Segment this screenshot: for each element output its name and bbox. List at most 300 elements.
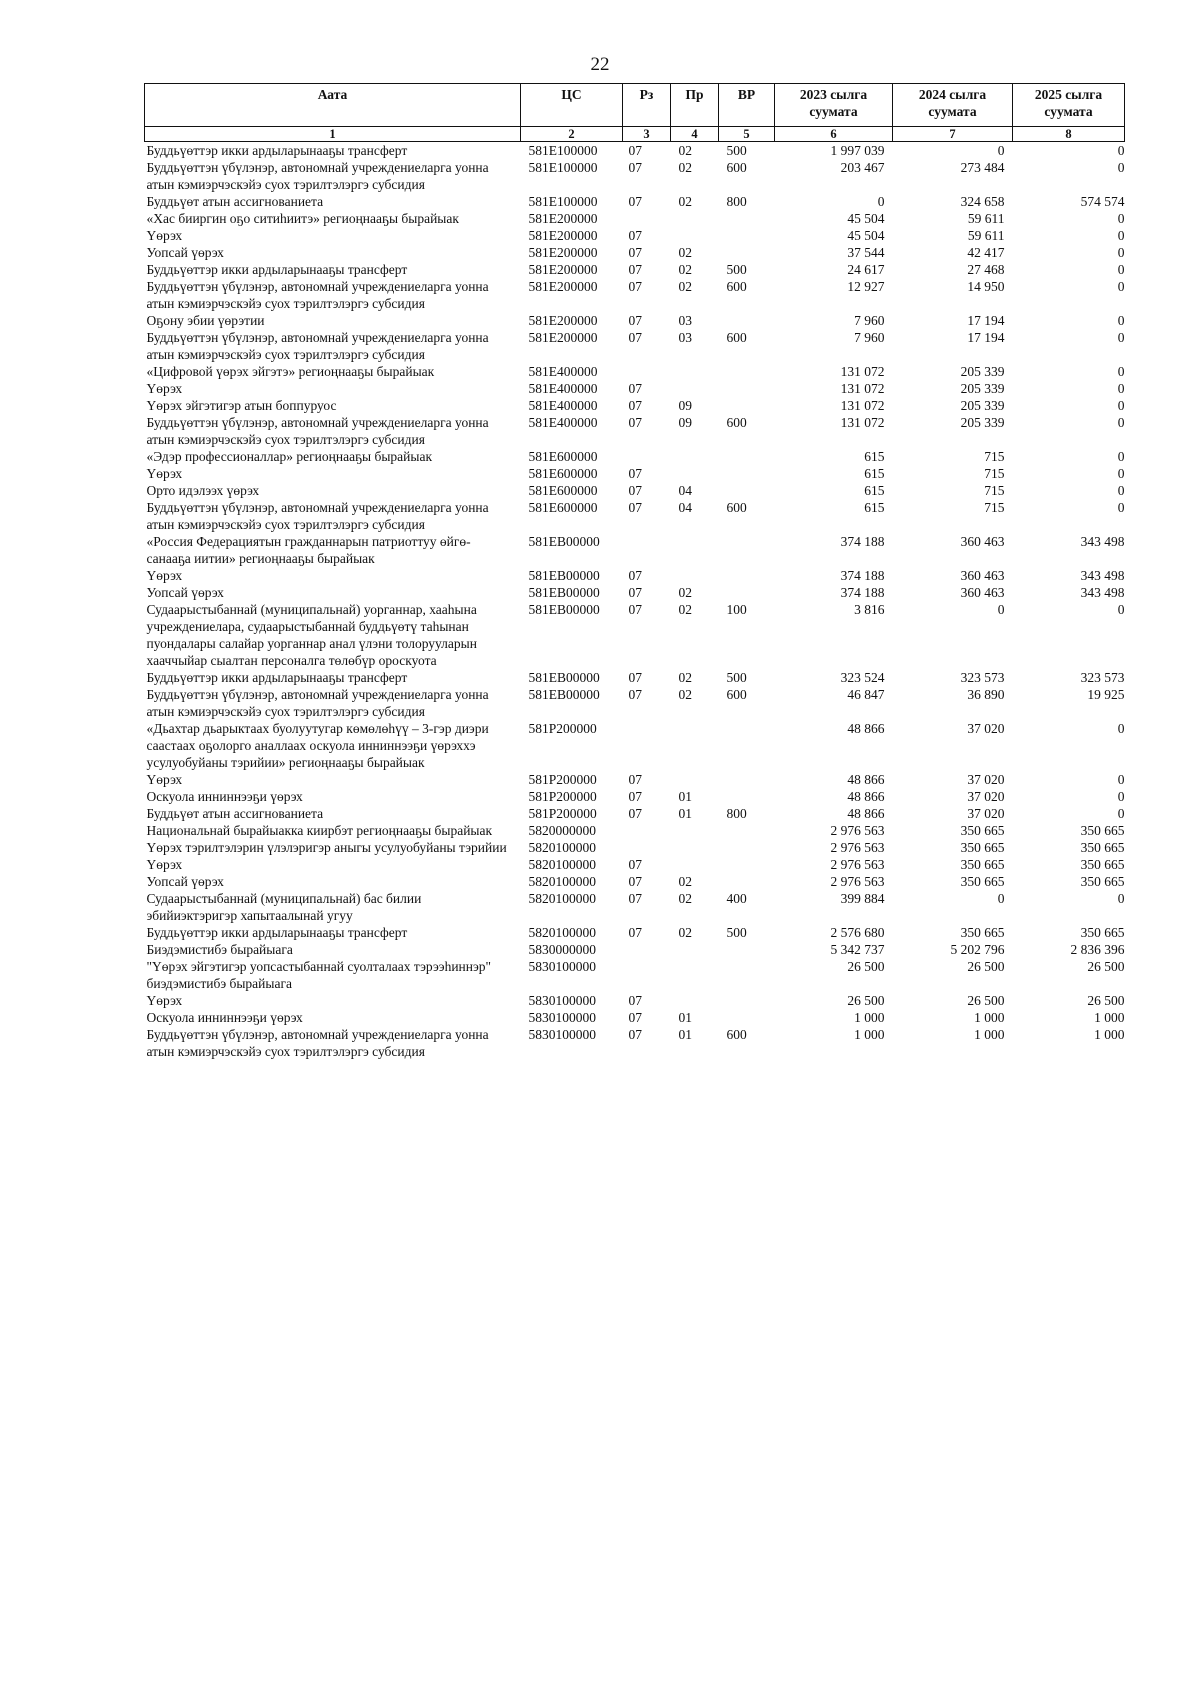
column-number: 5: [719, 127, 775, 142]
table-row: [145, 380, 1125, 397]
row-pr-code: 01: [678, 1010, 692, 1025]
row-amount-2023: 615: [864, 449, 885, 464]
table-body: [145, 142, 1125, 1061]
row-amount-2025: 323 573: [1080, 670, 1125, 685]
row-amount-2024: 205 339: [960, 415, 1005, 430]
row-amount-2023: 26 500: [847, 993, 885, 1008]
table-row: [145, 686, 1125, 720]
row-pr-code: [671, 839, 719, 856]
row-amount-2024: 360 463: [960, 585, 1005, 600]
row-name: Судаарыстыбаннай (муниципальнай) уорганнар, хааһына учреждениелара, судаарыстыбаннай буддьүөтү таһынан пуондалары салайар уорганнар анал үлэни толорууларын хааччыйар сыалтан персоналга төлөбүр ороскуота: [146, 602, 477, 668]
row-amount-2023: 2 976 563: [830, 874, 885, 889]
row-amount-2023: 5 342 737: [830, 942, 885, 957]
row-vr-code: [719, 771, 775, 788]
header-cs: ЦС: [521, 84, 623, 127]
row-pr-code: [671, 941, 719, 958]
row-name: Буддьүөттэн үбүлэнэр, автономнай учреждениеларга уонна атын кэмиэрчэскэйэ суох тэрилтэлэргэ субсидия: [146, 1027, 489, 1059]
row-pr-code: [671, 227, 719, 244]
budget-table: [144, 83, 1125, 1060]
row-name: Үөрэх: [146, 568, 183, 583]
row-amount-2024: 59 611: [967, 211, 1005, 226]
row-amount-2024: 0: [997, 143, 1005, 158]
row-pr-code: 02: [678, 891, 692, 906]
row-amount-2025: 0: [1117, 364, 1125, 379]
row-name: Буддьүөт атын ассигнованиета: [146, 806, 324, 821]
row-amount-2023: 203 467: [840, 160, 885, 175]
row-amount-2024: 715: [984, 483, 1005, 498]
row-rz-code: 07: [628, 1027, 642, 1042]
row-amount-2023: 323 524: [840, 670, 885, 685]
row-vr-code: 400: [726, 891, 747, 906]
row-amount-2023: 48 866: [847, 772, 885, 787]
row-rz-code: 07: [628, 262, 642, 277]
row-vr-code: 500: [726, 262, 747, 277]
table-row: [145, 397, 1125, 414]
row-name: Буддьүөттэн үбүлэнэр, автономнай учреждениеларга уонна атын кэмиэрчэскэйэ суох тэрилтэлэргэ субсидия: [146, 500, 489, 532]
row-cs-code: 5830100000: [528, 993, 596, 1008]
row-cs-code: 5820000000: [528, 823, 596, 838]
row-rz-code: 07: [628, 687, 642, 702]
row-vr-code: 600: [726, 279, 747, 294]
row-amount-2025: 0: [1117, 891, 1125, 906]
row-name: «Дьахтар дьарыктаах буолуутугар көмөлөһүү – 3-гэр диэри саастаах оҕолорго аналлаах оскуола инниннээҕи үөрэххэ усулуобуйаны тэрийии» региоңнааҕы бырайыак: [146, 721, 489, 770]
row-name: Буддьүөттэр икки ардыларынааҕы трансферт: [146, 670, 408, 685]
row-pr-code: 02: [678, 925, 692, 940]
row-rz-code: 07: [628, 500, 642, 515]
column-number: 4: [671, 127, 719, 142]
row-amount-2025: 350 665: [1080, 874, 1125, 889]
row-cs-code: 581E200000: [528, 211, 598, 226]
row-rz-code: 07: [628, 857, 642, 872]
row-cs-code: 581P200000: [528, 789, 597, 804]
table-row: [145, 669, 1125, 686]
row-cs-code: 581E100000: [528, 194, 598, 209]
row-rz-code: 07: [628, 398, 642, 413]
row-pr-code: 04: [678, 500, 692, 515]
row-vr-code: [719, 992, 775, 1009]
row-amount-2024: 37 020: [967, 789, 1005, 804]
table-row: [145, 924, 1125, 941]
row-amount-2025: 1 000: [1094, 1010, 1125, 1025]
row-amount-2025: 0: [1117, 466, 1125, 481]
row-amount-2023: 2 976 563: [830, 857, 885, 872]
row-name: Буддьүөттэн үбүлэнэр, автономнай учреждениеларга уонна атын кэмиэрчэскэйэ суох тэрилтэлэргэ субсидия: [146, 160, 489, 192]
table-row: [145, 414, 1125, 448]
table-row: [145, 482, 1125, 499]
table-header: [145, 84, 1125, 142]
row-cs-code: 581E400000: [528, 398, 598, 413]
header-vr: ВР: [719, 84, 775, 127]
row-amount-2023: 37 544: [847, 245, 885, 260]
row-rz-code: 07: [628, 993, 642, 1008]
row-name: Буддьүөттэн үбүлэнэр, автономнай учреждениеларга уонна атын кэмиэрчэскэйэ суох тэрилтэлэргэ субсидия: [146, 279, 489, 311]
row-cs-code: 581E100000: [528, 160, 598, 175]
row-pr-code: 02: [678, 262, 692, 277]
row-amount-2023: 1 000: [854, 1010, 885, 1025]
row-amount-2023: 1 000: [854, 1027, 885, 1042]
table-row: [145, 992, 1125, 1009]
row-vr-code: [719, 210, 775, 227]
row-name: Биэдэмистибэ бырайыага: [146, 942, 293, 957]
table-row: [145, 465, 1125, 482]
row-vr-code: [719, 584, 775, 601]
row-vr-code: [719, 873, 775, 890]
row-pr-code: [671, 992, 719, 1009]
row-name: Үөрэх: [146, 993, 183, 1008]
row-pr-code: 03: [678, 330, 692, 345]
row-vr-code: 600: [726, 160, 747, 175]
row-rz-code: 07: [628, 483, 642, 498]
row-rz-code: 07: [628, 806, 642, 821]
column-number: 7: [893, 127, 1013, 142]
table-row: [145, 210, 1125, 227]
row-amount-2023: 48 866: [847, 789, 885, 804]
row-amount-2023: 45 504: [847, 228, 885, 243]
row-rz-code: [623, 363, 671, 380]
row-cs-code: 5820100000: [528, 925, 596, 940]
row-cs-code: 5820100000: [528, 857, 596, 872]
row-amount-2025: 19 925: [1087, 687, 1125, 702]
table-row: [145, 771, 1125, 788]
row-amount-2025: 0: [1117, 279, 1125, 294]
row-amount-2024: 5 202 796: [950, 942, 1005, 957]
row-rz-code: 07: [628, 891, 642, 906]
row-amount-2024: 715: [984, 466, 1005, 481]
row-amount-2023: 0: [877, 194, 885, 209]
row-amount-2025: 0: [1117, 789, 1125, 804]
row-vr-code: [719, 363, 775, 380]
row-vr-code: [719, 822, 775, 839]
row-amount-2025: 0: [1117, 143, 1125, 158]
row-name: Үөрэх: [146, 381, 183, 396]
row-pr-code: 04: [678, 483, 692, 498]
row-rz-code: 07: [628, 245, 642, 260]
row-vr-code: 500: [726, 143, 747, 158]
row-cs-code: 5830100000: [528, 1027, 596, 1042]
row-amount-2023: 2 576 680: [830, 925, 885, 940]
row-amount-2023: 46 847: [847, 687, 885, 702]
row-amount-2025: 0: [1117, 772, 1125, 787]
row-amount-2023: 1 997 039: [830, 143, 885, 158]
row-amount-2024: 59 611: [967, 228, 1005, 243]
row-cs-code: 581E600000: [528, 483, 598, 498]
row-amount-2023: 2 976 563: [830, 823, 885, 838]
table-row: [145, 142, 1125, 160]
row-cs-code: 581E200000: [528, 228, 598, 243]
row-amount-2025: 0: [1117, 262, 1125, 277]
row-rz-code: [623, 210, 671, 227]
table-row: [145, 958, 1125, 992]
row-vr-code: [719, 465, 775, 482]
row-amount-2023: 374 188: [840, 585, 885, 600]
row-name: Үөрэх: [146, 772, 183, 787]
row-cs-code: 581E200000: [528, 279, 598, 294]
row-amount-2024: 37 020: [967, 772, 1005, 787]
row-rz-code: 07: [628, 874, 642, 889]
row-vr-code: 600: [726, 415, 747, 430]
table-row: [145, 805, 1125, 822]
row-name: «Россия Федерациятын гражданнарын патриоттуу өйгө-санааҕа иитии» региоңнааҕы бырайыак: [146, 534, 471, 566]
row-name: Үөрэх тэрилтэлэрин үлэлэригэр аныгы усулуобуйаны тэрийии: [146, 840, 507, 855]
row-rz-code: 07: [628, 568, 642, 583]
row-amount-2024: 360 463: [960, 568, 1005, 583]
row-vr-code: 600: [726, 500, 747, 515]
row-amount-2024: 42 417: [967, 245, 1005, 260]
row-pr-code: 02: [678, 245, 692, 260]
row-name: Үөрэх эйгэтигэр атын боппуруос: [146, 398, 337, 413]
table-row: [145, 856, 1125, 873]
column-number: 3: [623, 127, 671, 142]
row-pr-code: [671, 448, 719, 465]
row-rz-code: [623, 533, 671, 567]
row-cs-code: 581E200000: [528, 245, 598, 260]
row-vr-code: 100: [726, 602, 747, 617]
header-2025: 2025 сылга суумата: [1013, 84, 1125, 127]
row-cs-code: 581E400000: [528, 381, 598, 396]
row-pr-code: [671, 567, 719, 584]
row-amount-2024: 1 000: [974, 1010, 1005, 1025]
row-amount-2024: 350 665: [960, 925, 1005, 940]
row-pr-code: [671, 465, 719, 482]
row-name: Оскуола инниннээҕи үөрэх: [146, 789, 303, 804]
table-row: [145, 499, 1125, 533]
row-amount-2024: 0: [997, 602, 1005, 617]
row-amount-2025: 0: [1117, 721, 1125, 736]
row-pr-code: 02: [678, 687, 692, 702]
row-amount-2025: 0: [1117, 483, 1125, 498]
row-cs-code: 5830100000: [528, 1010, 596, 1025]
row-vr-code: [719, 244, 775, 261]
row-amount-2024: 36 890: [967, 687, 1005, 702]
row-cs-code: 581E600000: [528, 449, 598, 464]
row-name: Орто идэлээх үөрэх: [146, 483, 260, 498]
row-vr-code: [719, 533, 775, 567]
row-vr-code: 600: [726, 330, 747, 345]
table-row: [145, 584, 1125, 601]
header-2023: 2023 сылга суумата: [775, 84, 893, 127]
row-amount-2025: 2 836 396: [1070, 942, 1125, 957]
row-rz-code: 07: [628, 143, 642, 158]
row-pr-code: [671, 380, 719, 397]
table-row: [145, 261, 1125, 278]
header-2024: 2024 сылга суумата: [893, 84, 1013, 127]
row-cs-code: 5820100000: [528, 874, 596, 889]
row-vr-code: 500: [726, 925, 747, 940]
row-vr-code: 800: [726, 806, 747, 821]
row-rz-code: 07: [628, 194, 642, 209]
row-pr-code: 02: [678, 143, 692, 158]
row-vr-code: [719, 941, 775, 958]
row-cs-code: 581EB00000: [528, 585, 600, 600]
row-vr-code: [719, 856, 775, 873]
row-rz-code: [623, 720, 671, 771]
row-name: Үөрэх: [146, 857, 183, 872]
table-row: [145, 227, 1125, 244]
row-amount-2025: 350 665: [1080, 857, 1125, 872]
row-amount-2024: 27 468: [967, 262, 1005, 277]
row-amount-2024: 26 500: [967, 959, 1005, 974]
table-row: [145, 533, 1125, 567]
row-amount-2024: 0: [997, 891, 1005, 906]
row-amount-2023: 7 960: [854, 330, 885, 345]
row-amount-2025: 350 665: [1080, 823, 1125, 838]
row-amount-2023: 48 866: [847, 721, 885, 736]
row-amount-2024: 360 463: [960, 534, 1005, 549]
row-amount-2023: 3 816: [854, 602, 885, 617]
row-vr-code: [719, 482, 775, 499]
row-cs-code: 581E200000: [528, 262, 598, 277]
column-number: 2: [521, 127, 623, 142]
page-number: 22: [590, 54, 610, 75]
row-amount-2025: 350 665: [1080, 925, 1125, 940]
row-amount-2024: 324 658: [960, 194, 1005, 209]
row-amount-2024: 323 573: [960, 670, 1005, 685]
row-vr-code: [719, 720, 775, 771]
row-amount-2025: 0: [1117, 228, 1125, 243]
row-name: Уопсай үөрэх: [146, 585, 224, 600]
row-amount-2023: 2 976 563: [830, 840, 885, 855]
row-cs-code: 581EB00000: [528, 602, 600, 617]
table-row: [145, 193, 1125, 210]
row-amount-2024: 26 500: [967, 993, 1005, 1008]
row-name: Буддьүөттэр икки ардыларынааҕы трансферт: [146, 262, 408, 277]
row-rz-code: 07: [628, 160, 642, 175]
row-amount-2023: 26 500: [847, 959, 885, 974]
row-amount-2024: 17 194: [967, 313, 1005, 328]
table-row: [145, 1026, 1125, 1060]
table-row: [145, 873, 1125, 890]
row-rz-code: [623, 958, 671, 992]
row-amount-2023: 615: [864, 500, 885, 515]
row-pr-code: 09: [678, 398, 692, 413]
table-row: [145, 448, 1125, 465]
row-vr-code: [719, 839, 775, 856]
row-amount-2024: 205 339: [960, 381, 1005, 396]
row-amount-2025: 0: [1117, 330, 1125, 345]
row-amount-2025: 0: [1117, 398, 1125, 413]
row-amount-2023: 131 072: [840, 415, 885, 430]
row-amount-2024: 1 000: [974, 1027, 1005, 1042]
row-amount-2025: 0: [1117, 160, 1125, 175]
row-rz-code: [623, 822, 671, 839]
row-cs-code: 5830100000: [528, 959, 596, 974]
row-name: Буддьүөт атын ассигнованиета: [146, 194, 324, 209]
table-row: [145, 941, 1125, 958]
row-amount-2025: 0: [1117, 806, 1125, 821]
row-pr-code: 02: [678, 670, 692, 685]
table-row: [145, 822, 1125, 839]
row-amount-2023: 374 188: [840, 534, 885, 549]
row-cs-code: 581EB00000: [528, 670, 600, 685]
row-amount-2024: 715: [984, 449, 1005, 464]
row-pr-code: 02: [678, 160, 692, 175]
row-rz-code: [623, 839, 671, 856]
row-cs-code: 5820100000: [528, 840, 596, 855]
row-name: Буддьүөттэн үбүлэнэр, автономнай учреждениеларга уонна атын кэмиэрчэскэйэ суох тэрилтэлэргэ субсидия: [146, 687, 489, 719]
table-row: [145, 363, 1125, 380]
row-pr-code: 01: [678, 806, 692, 821]
row-pr-code: [671, 771, 719, 788]
row-vr-code: [719, 1009, 775, 1026]
row-vr-code: [719, 788, 775, 805]
row-pr-code: 02: [678, 585, 692, 600]
row-name: Уопсай үөрэх: [146, 245, 224, 260]
row-pr-code: 03: [678, 313, 692, 328]
row-pr-code: [671, 822, 719, 839]
header-name: Аата: [145, 84, 521, 127]
row-rz-code: 07: [628, 925, 642, 940]
table-row: [145, 329, 1125, 363]
row-amount-2025: 0: [1117, 211, 1125, 226]
row-vr-code: [719, 380, 775, 397]
column-number: 1: [145, 127, 521, 142]
row-amount-2025: 0: [1117, 449, 1125, 464]
row-cs-code: 5830000000: [528, 942, 596, 957]
row-name: Оҕону эбии үөрэтии: [146, 313, 265, 328]
row-amount-2025: 0: [1117, 602, 1125, 617]
row-cs-code: 581P200000: [528, 721, 597, 736]
row-cs-code: 5820100000: [528, 891, 596, 906]
column-number: 8: [1013, 127, 1125, 142]
row-pr-code: [671, 958, 719, 992]
row-amount-2023: 7 960: [854, 313, 885, 328]
row-amount-2024: 273 484: [960, 160, 1005, 175]
row-amount-2024: 37 020: [967, 721, 1005, 736]
row-pr-code: 09: [678, 415, 692, 430]
table-row: [145, 244, 1125, 261]
row-vr-code: [719, 227, 775, 244]
row-amount-2024: 350 665: [960, 874, 1005, 889]
row-vr-code: 800: [726, 194, 747, 209]
row-pr-code: 01: [678, 789, 692, 804]
row-amount-2024: 715: [984, 500, 1005, 515]
row-pr-code: [671, 720, 719, 771]
row-cs-code: 581E400000: [528, 415, 598, 430]
row-vr-code: 600: [726, 1027, 747, 1042]
row-amount-2023: 12 927: [847, 279, 885, 294]
row-name: Буддьүөттэн үбүлэнэр, автономнай учреждениеларга уонна атын кэмиэрчэскэйэ суох тэрилтэлэргэ субсидия: [146, 330, 489, 362]
row-amount-2023: 131 072: [840, 364, 885, 379]
table-row: [145, 312, 1125, 329]
row-amount-2023: 45 504: [847, 211, 885, 226]
row-name: Үөрэх: [146, 466, 183, 481]
row-rz-code: 07: [628, 415, 642, 430]
row-name: «Хас бииргин оҕо ситиһиитэ» региоңнааҕы бырайыак: [146, 211, 459, 226]
row-amount-2025: 343 498: [1080, 585, 1125, 600]
row-cs-code: 581P200000: [528, 772, 597, 787]
row-vr-code: 600: [726, 687, 747, 702]
row-name: Оскуола инниннээҕи үөрэх: [146, 1010, 303, 1025]
row-name: Судаарыстыбаннай (муниципальнай) бас билии эбийиэктэригэр хапытаалынай угуу: [146, 891, 422, 923]
table-row: [145, 720, 1125, 771]
row-rz-code: 07: [628, 381, 642, 396]
row-name: Буддьүөттэн үбүлэнэр, автономнай учреждениеларга уонна атын кэмиэрчэскэйэ суох тэрилтэлэргэ субсидия: [146, 415, 489, 447]
row-name: Уопсай үөрэх: [146, 874, 224, 889]
row-rz-code: 07: [628, 466, 642, 481]
row-rz-code: 07: [628, 330, 642, 345]
table-row: [145, 788, 1125, 805]
row-amount-2024: 37 020: [967, 806, 1005, 821]
row-rz-code: 07: [628, 772, 642, 787]
row-cs-code: 581E100000: [528, 143, 598, 158]
row-amount-2025: 0: [1117, 500, 1125, 515]
row-vr-code: [719, 567, 775, 584]
row-amount-2024: 350 665: [960, 840, 1005, 855]
row-amount-2023: 131 072: [840, 398, 885, 413]
row-amount-2023: 374 188: [840, 568, 885, 583]
row-rz-code: 07: [628, 789, 642, 804]
row-cs-code: 581E400000: [528, 364, 598, 379]
